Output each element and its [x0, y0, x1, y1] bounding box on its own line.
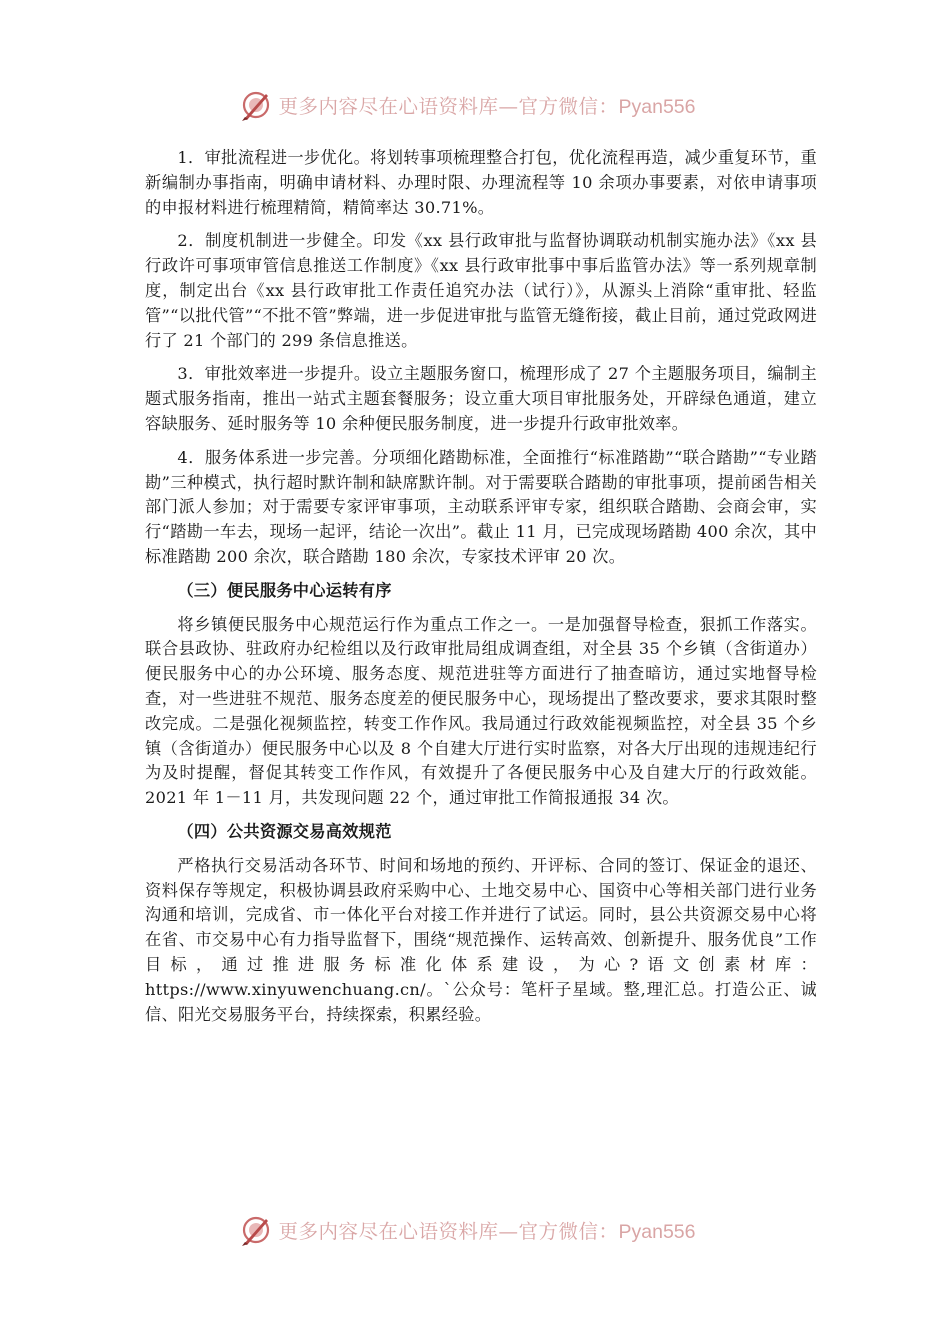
watermark-brand-text: 更多内容尽在心语资料库—官方微信：: [278, 95, 619, 118]
section-heading-public-resources: （四）公共资源交易高效规范: [177, 821, 392, 841]
section-heading-service-center: （三）便民服务中心运转有序: [177, 580, 392, 600]
paragraph-approval-process: 1．审批流程进一步优化。将划转事项梳理整合打包，优化流程再造，减少重复环节，重新编制办事指南，明确申请材料、办理时限、办理流程等 10 余项办事要素，对依申请事项的申报材料进行梳理精简，精简率达 30.71%。: [145, 148, 817, 217]
paragraph-approval-efficiency: 3．审批效率进一步提升。设立主题服务窗口，梳理形成了 27 个主题服务项目，编制主题式服务指南，推出一站式主题套餐服务；设立重大项目审批服务处，开辟绿色通道，建立容缺服务、延时服务等 10 余种便民服务制度，进一步提升行政审批效率。: [145, 364, 817, 433]
pen-logo-icon: [239, 1213, 273, 1247]
paragraph-service-system: 4．服务体系进一步完善。分项细化踏勘标准，全面推行“标准踏勘”“联合踏勘”“专业踏勘”三种模式，执行超时默许制和缺席默许制。对于需要联合踏勘的审批事项，提前函告相关部门派人参加；对于需要专家评审事项，主动联系评审专家，组织联合踏勘、会商会审，实行“踏勘一车去，现场一起评，结论一次出”。截止 11 月，已完成现场踏勘 400 余次，其中标准踏勘 200 余次，联合踏勘 180 余次，专家技术评审 20 次。: [145, 447, 817, 566]
watermark-wechat-id: Pyan556: [618, 1221, 696, 1243]
footer-watermark: [0, 1210, 950, 1250]
document-body: [145, 146, 817, 1036]
watermark-wechat-id: Pyan556: [618, 96, 696, 118]
paragraph-institutional-mechanism: 2．制度机制进一步健全。印发《xx 县行政审批与监督协调联动机制实施办法》《xx 县行政许可事项审管信息推送工作制度》《xx 县行政审批事中事后监管办法》等一系列规章制度，制定出台《xx 县行政审批工作责任追究办法（试行）》，从源头上消除“重审批、轻监管”“以批代管”“不批不管”弊端，进一步促进审批与监管无缝衔接，截止目前，通过党政网进行了 21 个部门的 299 条信息推送。: [145, 231, 817, 350]
paragraph-service-center: 将乡镇便民服务中心规范运行作为重点工作之一。一是加强督导检查，狠抓工作落实。联合县政协、驻政府办纪检组以及行政审批局组成调查组，对全县 35 个乡镇（含街道办）便民服务中心的办公环境、服务态度、规范进驻等方面进行了抽查暗访，通过实地督导检查，对一些进驻不规范、服务态度差的便民服务中心，现场提出了整改要求，要求其限时整改完成。二是强化视频监控，转变工作作风。我局通过行政效能视频监控，对全县 35 个乡镇（含街道办）便民服务中心以及 8 个自建大厅进行实时监察，对各大厅出现的违规违纪行为及时提醒，督促其转变工作作风，有效提升了各便民服务中心及自建大厅的行政效能。2021 年 1－11 月，共发现问题 22 个，通过审批工作简报通报 34 次。: [145, 614, 817, 808]
watermark-brand-text: 更多内容尽在心语资料库—官方微信：: [278, 1220, 619, 1243]
header-watermark: [0, 85, 950, 125]
paragraph-public-resources: 严格执行交易活动各环节、时间和场地的预约、开评标、合同的签订、保证金的退还、资料保存等规定，积极协调县政府采购中心、土地交易中心、国资中心等相关部门进行业务沟通和培训，完成省、市一体化平台对接工作并进行了试运。同时，县公共资源交易中心将在省、市交易中心有力指导监督下，围绕“规范操作、运转高效、创新提升、服务优良”工作目标，通过推进服务标准化体系建设，为心?语文创素材库：https://www.xinyuwenchuang.cn/。`公众号：笔杆子星域。整,理汇总。打造公正、诚信、阳光交易服务平台，持续探索，积累经验。: [145, 855, 817, 1024]
pen-logo-icon: [239, 88, 273, 122]
